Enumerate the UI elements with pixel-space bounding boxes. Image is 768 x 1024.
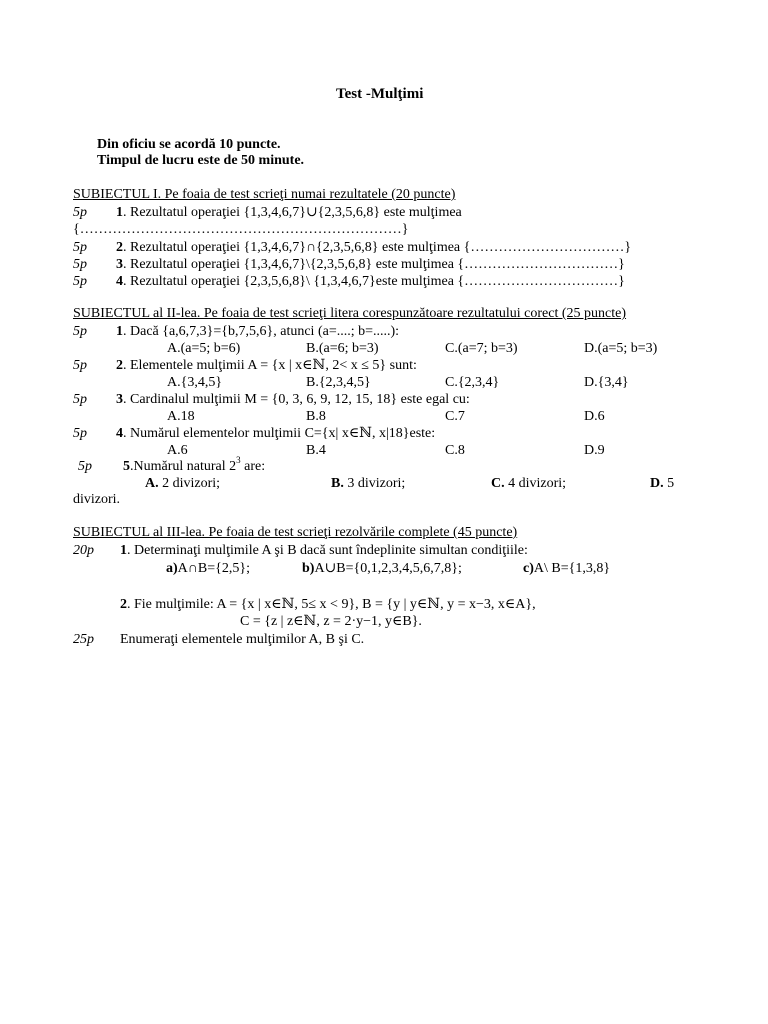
s2-q2-points: 5p [73,358,87,373]
s2-q4-option-b: B.4 [306,443,326,458]
s2-q2-option-c: C.{2,3,4} [445,375,500,390]
section-3-header: SUBIECTUL al III-lea. Pe foaia de test scrieţi rezolvările complete (45 puncte) [73,525,518,540]
s2-q5-statement: .Numărul natural 2 [130,459,237,474]
s2-q5-option-b-letter: B. [331,476,344,491]
section-1-header: SUBIECTUL I. Pe foaia de test scrieţi numai rezultatele (20 puncte) [73,187,456,202]
s1-q3-statement: . Rezultatul operaţiei {1,3,4,6,7}\{2,3,5,6,8} este mulţimea {……………………………} [123,257,625,272]
s2-q4-statement: . Numărul elementelor mulţimii C={x| x∈ℕ, x|18}este: [123,426,436,441]
s2-q3-option-d: D.6 [584,409,605,424]
section-2-header: SUBIECTUL al II-lea. Pe foaia de test scrieţi litera corespunzătoare rezultatului corect (25 puncte) [73,306,627,321]
s2-q3-option-b: B.8 [306,409,326,424]
s3-q2-number: 2 [120,597,127,612]
s2-q3-points: 5p [73,392,87,407]
s2-q5-exponent: 3 [236,455,241,466]
s3-q3-text: Enumeraţi elementele mulţimilor A, B şi C. [120,632,365,647]
s2-q1-option-a: A.(a=5; b=6) [167,341,241,356]
s2-q4-points: 5p [73,426,87,441]
s2-q5-option-c [491,475,566,492]
s2-q2-option-d: D.{3,4} [584,375,629,390]
s1-q3-text [116,256,625,273]
s3-q3-points: 25p [73,632,94,647]
s2-q3-statement: . Cardinalul mulţimii M = {0, 3, 6, 9, 12, 15, 18} este egal cu: [123,392,470,407]
s3-q1-condition-a-label: a) [166,561,178,576]
page-title: Test -Mulţimi [336,86,424,102]
s2-q5-option-d-continued: divizori. [73,492,121,507]
intro-points: Din oficiu se acordă 10 puncte. [97,137,281,152]
s2-q3-number: 3 [116,392,123,407]
s1-q1-text [116,204,462,221]
s2-q5-option-b [331,475,405,492]
s3-q1-statement: . Determinaţi mulţimile A şi B dacă sunt îndeplinite simultan condiţiile: [127,543,528,558]
s2-q2-text [116,357,417,374]
s1-q4-text [116,273,625,290]
s1-q4-number: 4 [116,274,123,289]
s2-q5-option-a-letter: A. [145,476,159,491]
s2-q1-text [116,323,399,340]
s3-q1-number: 1 [120,543,127,558]
s2-q1-number: 1 [116,324,123,339]
s2-q5-option-c-text: 4 divizori; [504,476,567,491]
s2-q2-number: 2 [116,358,123,373]
s3-q1-condition-b [302,560,462,577]
s1-q1-statement: . Rezultatul operaţiei {1,3,4,6,7}∪{2,3,5,6,8} este mulţimea [123,205,462,220]
s3-q1-condition-c [523,560,610,577]
s3-q1-points: 20p [73,543,94,558]
s2-q5-option-d-text: 5 [663,476,675,491]
s2-q5-option-a-text: 2 divizori; [158,476,221,491]
s3-q1-condition-b-text: A∪B={0,1,2,3,4,5,6,7,8}; [314,561,462,576]
s1-q2-points: 5p [73,240,87,255]
s1-q2-text [116,239,631,256]
s2-q5-option-d [650,475,674,492]
s3-q2-set-c: C = {z | z∈ℕ, z = 2·y−1, y∈B}. [240,614,422,629]
s2-q3-option-c: C.7 [445,409,465,424]
s2-q1-option-d: D.(a=5; b=3) [584,341,658,356]
s2-q3-option-a: A.18 [167,409,195,424]
s2-q5-option-a [145,475,220,492]
s1-q1-number: 1 [116,205,123,220]
s2-q5-number: 5 [123,459,130,474]
s2-q5-text [123,455,266,475]
s1-q3-number: 3 [116,257,123,272]
s2-q4-number: 4 [116,426,123,441]
s1-q2-number: 2 [116,240,123,255]
s2-q5-points: 5p [78,459,92,474]
s1-q1-points: 5p [73,205,87,220]
s3-q2-statement: . Fie mulţimile: A = {x | x∈ℕ, 5≤ x < 9}, B = {y | y∈ℕ, y = x−3, x∈A}, [127,597,536,612]
s2-q1-option-b: B.(a=6; b=3) [306,341,379,356]
s2-q5-statement-end: are: [240,459,266,474]
s3-q1-condition-c-text: A\ B={1,3,8} [533,561,611,576]
s2-q3-text [116,391,470,408]
s1-q1-answer-blank: {……………………………………………………………} [73,222,409,237]
s2-q5-option-b-text: 3 divizori; [343,476,406,491]
s2-q4-option-a: A.6 [167,443,188,458]
s2-q4-option-c: C.8 [445,443,465,458]
s2-q1-statement: . Dacă {a,6,7,3}={b,7,5,6}, atunci (a=....; b=.....): [123,324,400,339]
s3-q1-condition-b-label: b) [302,561,315,576]
intro-time: Timpul de lucru este de 50 minute. [97,153,305,168]
s1-q4-statement: . Rezultatul operaţiei {2,3,5,6,8}\ {1,3,4,6,7}este mulţimea {……………………………} [123,274,625,289]
s1-q3-points: 5p [73,257,87,272]
s2-q4-option-d: D.9 [584,443,605,458]
s2-q1-option-c: C.(a=7; b=3) [445,341,518,356]
s2-q2-option-b: B.{2,3,4,5} [306,375,371,390]
s2-q5-option-d-letter: D. [650,476,664,491]
s1-q2-statement: . Rezultatul operaţiei {1,3,4,6,7}∩{2,3,5,6,8} este mulţimea {……………………………} [123,240,632,255]
s3-q1-condition-a [166,560,250,577]
s2-q4-text [116,425,435,442]
s3-q2-text [120,596,536,613]
s2-q1-points: 5p [73,324,87,339]
s2-q2-option-a: A.{3,4,5} [167,375,223,390]
s1-q4-points: 5p [73,274,87,289]
s2-q5-option-c-letter: C. [491,476,505,491]
s3-q1-condition-c-label: c) [523,561,534,576]
s3-q1-condition-a-text: A∩B={2,5}; [177,561,250,576]
s3-q1-text [120,542,528,559]
s2-q2-statement: . Elementele mulţimii A = {x | x∈ℕ, 2< x ≤ 5} sunt: [123,358,417,373]
